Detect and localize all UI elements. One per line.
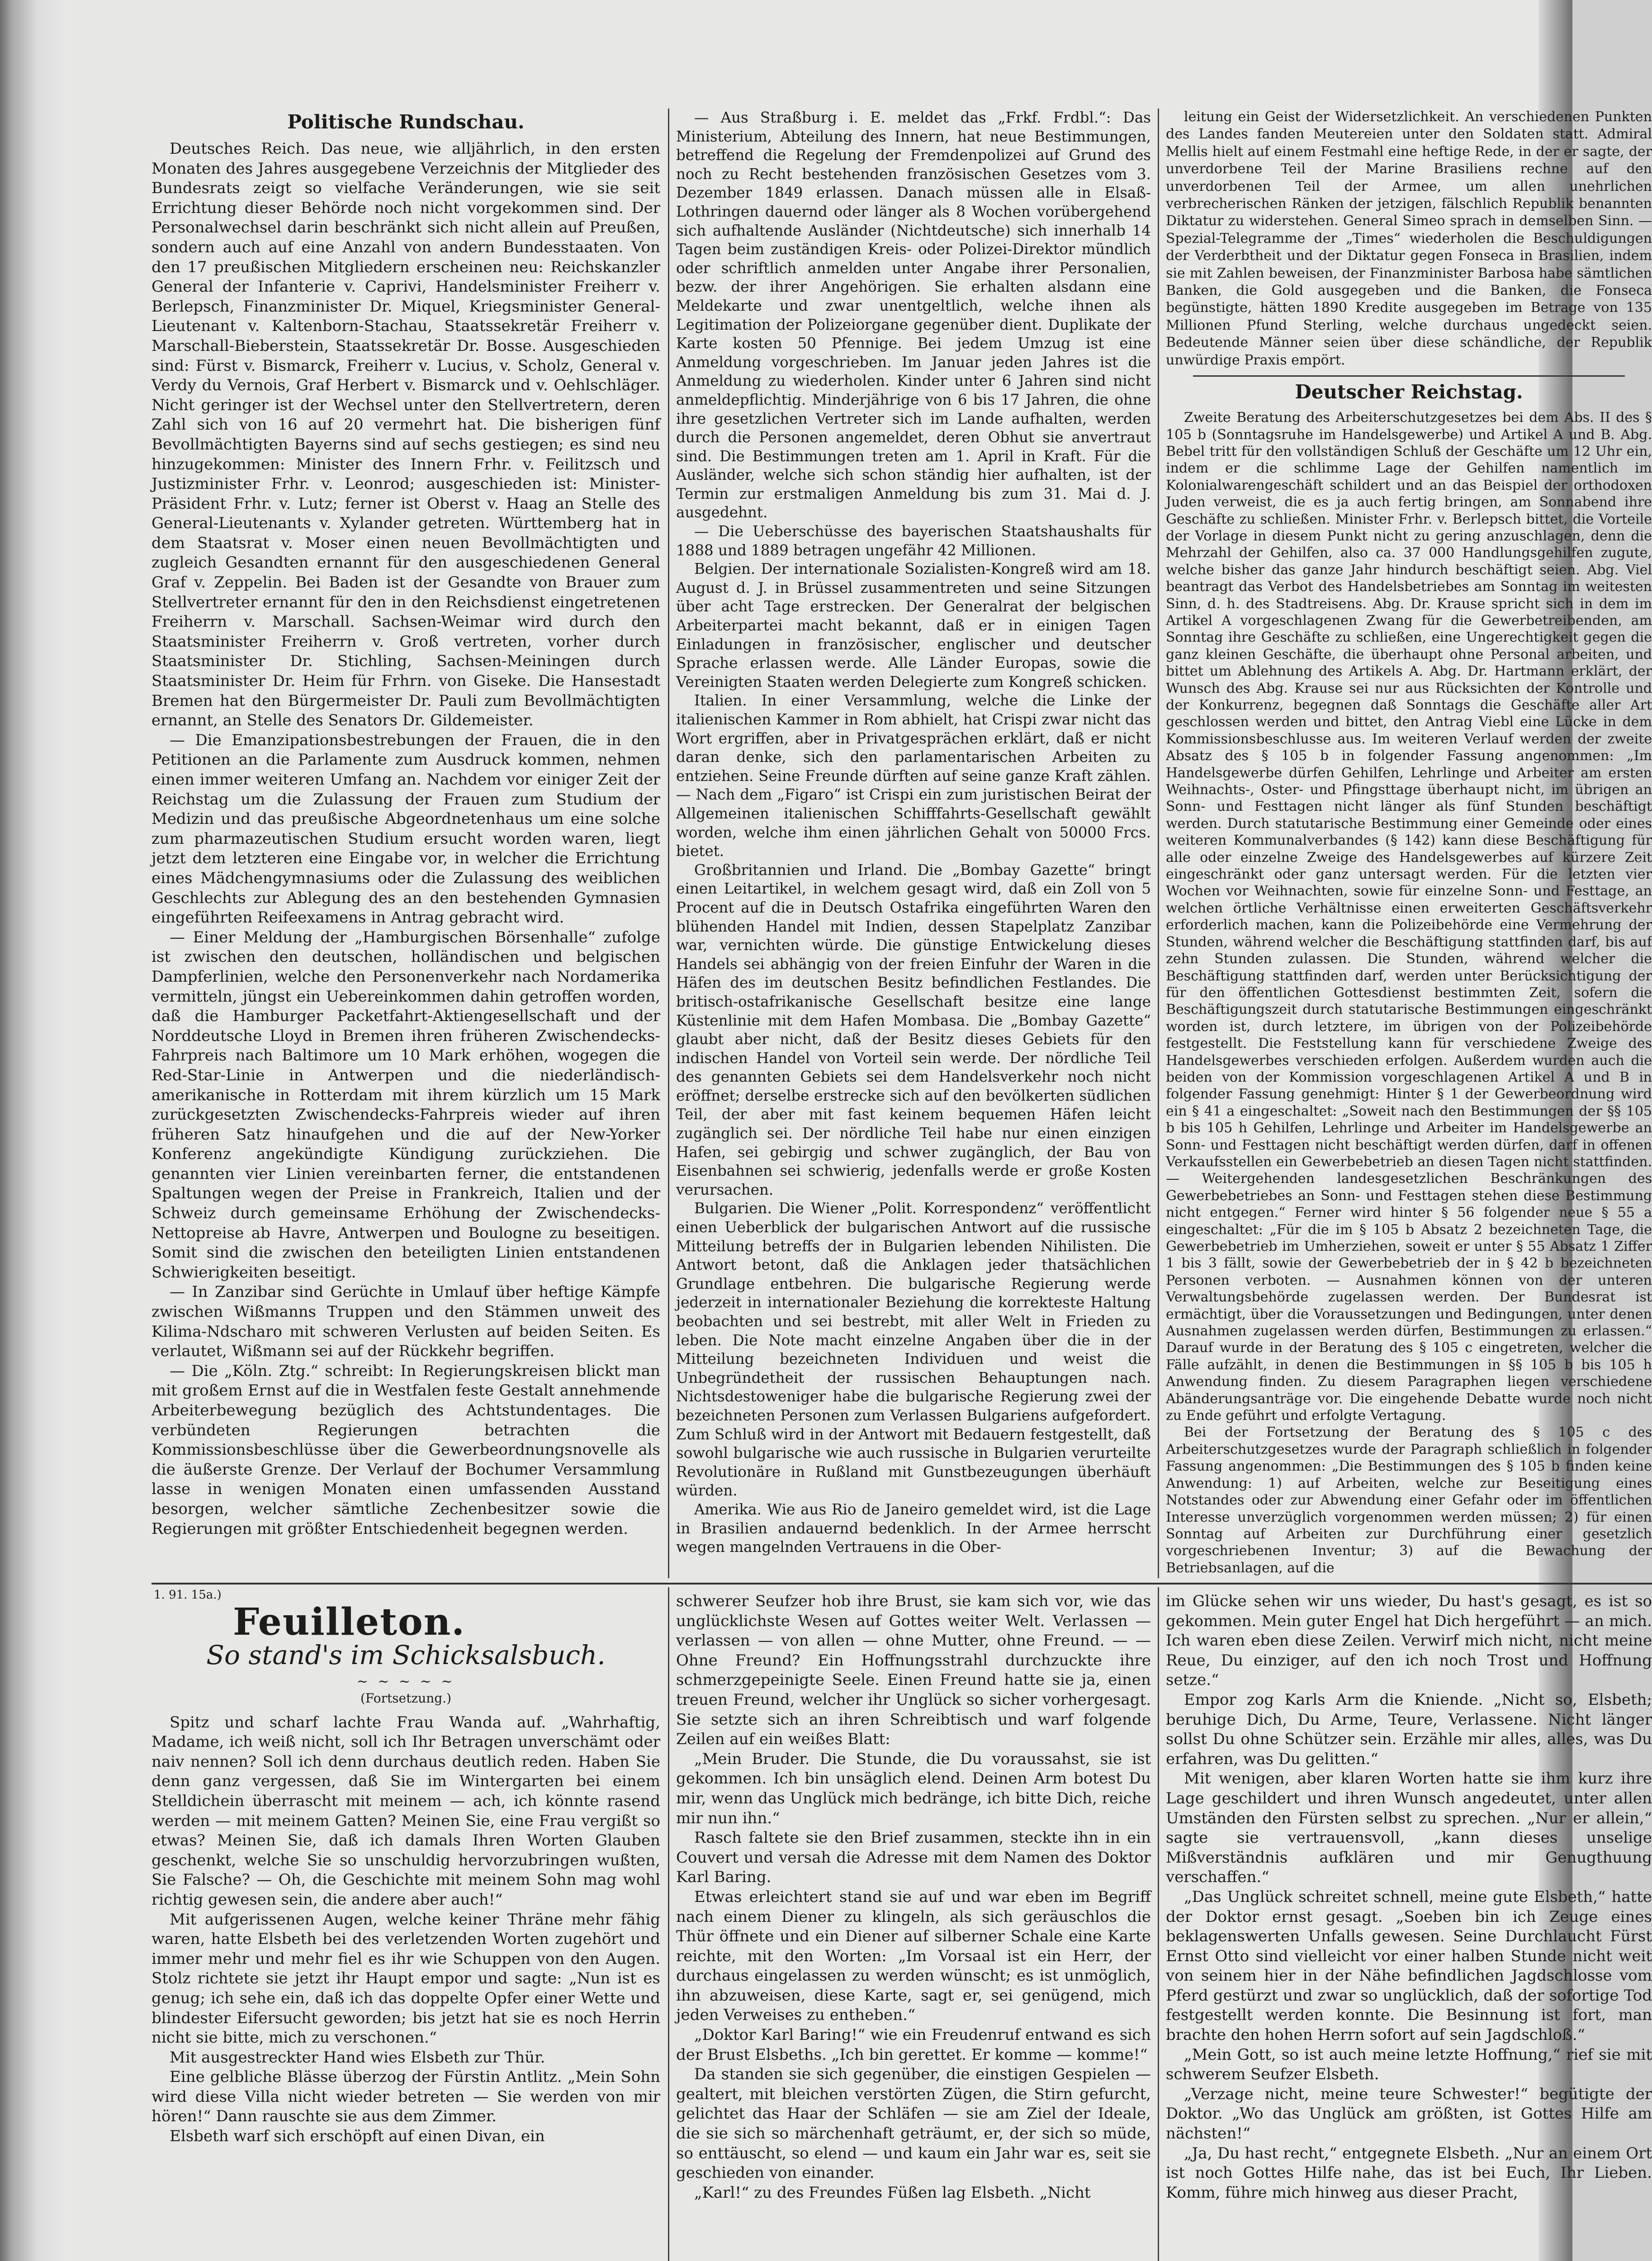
story-paragraph: „Ja, Du hast recht,“ entgegnete Elsbeth. „Nur an einem Ort ist noch Gottes Hilfe nahe, das ist bei Euch, Ihr Lieben. Komm, führe mich hinweg aus dieser Pracht, (1166, 2144, 1652, 2202)
feuilleton-title: Feuilleton. (233, 1600, 465, 1644)
politics-paragraph: — Aus Straßburg i. E. meldet das „Frkf. Frdbl.“: Das Ministerium, Abteilung des Innern, hat neue Bestimmungen, betreffend die Regelung der Fremdenpolizei auf Grund des noch zu Recht bestehenden französischen Gesetzes vom 3. Dezember 1849 erlassen. Danach müssen alle in Elsaß-Lothringen dauernd oder länger als 8 Wochen vorübergehend sich aufhaltende Ausländer (Nichtdeutsche) sich innerhalb 14 Tagen beim zuständigen Kreis- oder Polizei-Direktor mündlich oder schriftlich anmelden unter Angabe ihrer Personalien, bezw. der ihrer Angehörigen. Sie erhalten alsdann eine Meldekarte und zwar unentgeltlich, welche ihnen als Legitimation der Polizeiorgane gegenüber dient. Duplikate der Karte kosten 50 Pfennige. Bei jedem Umzug ist eine Anmeldung vorgeschrieben. Im Januar jeden Jahres ist die Anmeldung zu wiederholen. Kinder unter 6 Jahren sind nicht anmeldepflichtig. Minderjährige von 6 bis 17 Jahren, die ohne ihre gesetzlichen Vertreter sich im Lande aufhalten, werden durch die Personen angemeldet, deren Obhut sie anvertraut sind. Die Bestimmungen treten am 1. April in Kraft. Für die Ausländer, welche sich schon ständig hier aufhalten, ist der Termin zur erstmaligen Anmeldung bis zum 31. Mai d. J. ausgedehnt. (676, 109, 1151, 521)
book-spine (0, 0, 68, 2261)
page-marker: 1. 91. 15a.) (154, 1588, 222, 1602)
politics-paragraph: Großbritannien und Irland. Die „Bombay Gazette“ bringt einen Leitartikel, in welchem gesagt wird, daß ein Zoll von 5 Procent auf die in Deutsch Ostafrika eingeführten Waren den blühenden Handel mit Indien, dessen Stapelplatz Zanzibar war, vernichten würde. Die günstige Entwickelung dieses Handels sei abhängig von der freien Einfuhr der Waren in die Häfen des im deutschen Besitz befindlichen Festlandes. Die britisch-ostafrikanische Gesellschaft besitze eine lange Küstenlinie mit dem Hafen Mombasa. Die „Bombay Gazette“ glaubt aber nicht, daß der Besitz dieses Gebiets für den indischen Handel von Vorteil sein werde. Der nördliche Teil des genannten Gebiets sei dem Handelsverkehr noch nicht eröffnet; derselbe erstrecke sich auf den bevölkerten südlichen Teil, der aber mit fast keinem bequemen Häfen leicht zugänglich sei. Der nördliche Teil habe nur einen einzigen Hafen, sei gebirgig und schwer zugänglich, der Bau von Eisenbahnen sei schwierig, jedenfalls werde er große Kosten verursachen. (676, 861, 1151, 1198)
column-rule (668, 1587, 669, 2261)
politics-paragraph: Deutsches Reich. Das neue, wie alljährlich, in den ersten Monaten des Jahres ausgegebene Verzeichnis der Mitglieder des Bundesrats zeigt so vielfache Veränderungen, wie sie seit Errichtung dieser Behörde noch nicht vorgekommen sind. Der Personalwechsel darin beschränkt sich nicht allein auf Preußen, sondern auch auf eine Anzahl von andern Bundesstaaten. Von den 17 preußischen Mitgliedern erscheinen neu: Reichskanzler General der Infanterie v. Caprivi, Handelsminister Freiherr v. Berlepsch, Finanzminister Dr. Miquel, Kriegsminister General-Lieutenant v. Kaltenborn-Stachau, Staatssekretär Freiherr v. Marschall-Bieberstein, Staatssekretär Dr. Bosse. Ausgeschieden sind: Fürst v. Bismarck, Freiherr v. Lucius, v. Scholz, General v. Verdy du Vernois, Graf Herbert v. Bismarck und v. Oehlschläger. Nicht geringer ist der Wechsel unter den Stellvertretern, deren Zahl sich von 16 auf 20 vermehrt hat. Die bisherigen fünf Bevollmächtigten Bayerns sind auf sechs gestiegen; es sind neu hinzugekommen: Minister des Innern Frhr. v. Feilitzsch und Justizminister Frhr. v. Leonrod; ausgeschieden ist: Minister-Präsident Frhr. v. Lutz; ferner ist Oberst v. Haag an Stelle des General-Lieutenants v. Xylander getreten. Württemberg hat in dem Staatsrat v. Moser einen neuen Bevollmächtigten und zugleich Gesandten ernannt für den ausgeschiedenen General Graf v. Zeppelin. Bei Baden ist der Gesandte von Brauer zum Stellvertreter ernannt für den in den Reichsdienst eingetretenen Freiherrn v. Marschall. Sachsen-Weimar wird durch den Staatsminister Freiherrn v. Groß vertreten, vorher durch Staatsminister Dr. Stichling, Sachsen-Meiningen durch Staatsminister Dr. Heim für Frhrn. von Giseke. Die Hansestadt Bremen hat den Bürgermeister Dr. Pauli zum Bevollmächtigten ernannt, an Stelle des Senators Dr. Gildemeister. (151, 140, 660, 730)
column-rule (1158, 1587, 1159, 2261)
politics-paragraph: — Einer Meldung der „Hamburgischen Börsenhalle“ zufolge ist zwischen den deutschen, holländischen und belgischen Dampferlinien, welche den Personenverkehr nach Nordamerika vermitteln, jüngst ein Uebereinkommen dahin getroffen worden, daß die Hamburger Packetfahrt-Aktiengesellschaft und der Norddeutsche Lloyd in Bremen ihren früheren Zwischendecks-Fahrpreis nach Baltimore um 10 Mark erhöhen, wogegen die Red-Star-Linie in Antwerpen und die niederländisch-amerikanische in Rotterdam mit ihrem kürzlich um 15 Mark zurückgesetzten Zwischendecks-Fahrpreis wieder auf ihren früheren Satz hinaufgehen und die auf der New-Yorker Konferenz angekündigte Kündigung zurückziehen. Die genannten vier Linien vereinbarten ferner, die entstandenen Spaltungen wegen der Preise in Frankreich, Italien und der Schweiz durch gemeinsame Erhöhung der Zwischendecks-Nettopreise ab Havre, Antwerpen und Boulogne zu beseitigen. Somit sind die zwischen den beteiligten Linien entstandenen Schwierigkeiten beseitigt. (151, 928, 660, 1282)
politics-paragraph: Amerika. Wie aus Rio de Janeiro gemeldet wird, ist die Lage in Brasilien andauernd bedenklich. In der Armee herrscht wegen mangelnden Vertrauens in die Ober- (676, 1500, 1151, 1556)
story-paragraph: Mit wenigen, aber klaren Worten hatte sie ihm kurz ihre Lage geschildert und ihren Wunsch angedeutet, unter allen Umständen den Fürsten selbst zu sprechen. „Nur er allein,“ sagte sie vertrauensvoll, „kann dieses unselige Mißverständnis aufklären und mir Genugthuung verschaffen.“ (1166, 1769, 1652, 1887)
story-paragraph: Mit ausgestreckter Hand wies Elsbeth zur Thür. (170, 2048, 545, 2067)
story-title: So stand's im Schicksalsbuch. (206, 1639, 606, 1670)
politics-column-1 (151, 109, 660, 1578)
story-paragraph: Rasch faltete sie den Brief zusammen, steckte ihn in ein Couvert und versah die Adresse mit dem Namen des Doktor Karl Baring. (676, 1829, 1151, 1887)
continuation-note: (Fortsetzung.) (360, 1690, 452, 1706)
politics-column-2 (676, 109, 1151, 1578)
story-paragraph: Empor zog Karls Arm die Kniende. „Nicht so, Elsbeth; beruhige Dich, Du Arme, Teure, Verlassene. Nicht länger sollst Du ohne Schützer sein. Erzähle mir alles, alles, was Du erfahren, was Du gelitten.“ (1166, 1690, 1652, 1768)
politics-paragraph: — Die Ueberschüsse des bayerischen Staatshaushalts für 1888 und 1889 betragen ungefähr 42 Millionen. (676, 523, 1151, 559)
politics-paragraph: — Die „Köln. Ztg.“ schreibt: In Regierungskreisen blickt man mit großem Ernst auf die in Westfalen feste Gestalt annehmende Arbeiterbewegung bezüglich des Achtstundentages. Die verbündeten Regierungen betrachten die Kommissionsbeschlüsse über die Gewerbeordnungsnovelle als die äußerste Grenze. Der Verlauf der Bochumer Versammlung lasse in wenigen Monaten einen umfassenden Ausstand besorgen, welcher sämtliche Zechenbesitzer sowie die Regierungen mit größter Entschiedenheit begegnen werden. (151, 1362, 660, 1538)
politics-paragraph: Bulgarien. Die Wiener „Polit. Korrespondenz“ veröffentlicht einen Ueberblick der bulgarischen Antwort auf die russische Mitteilung betreffs der in Bulgarien lebenden Nihilisten. Die Antwort betont, daß die Anklagen jeder thatsächlichen Grundlage entbehren. Die bulgarische Regierung werde jederzeit in internationaler Beziehung die korrekteste Haltung beobachten und sei bestrebt, mit aller Welt in Frieden zu leben. Die Note macht einzelne Angaben über die in der Mitteilung bezeichneten Individuen und weist die Unbegründetheit der russischen Behauptungen nach. Nichtsdestoweniger habe die bulgarische Regierung zwei der bezeichneten Personen zum Verlassen Bulgariens aufgefordert. Zum Schluß wird in der Antwort mit Bedauern festgestellt, daß sowohl bulgarische wie auch russische in Bulgarien verurteilte Revolutionäre in Rußland mit Gunstbezeugungen überhäuft würden. (676, 1200, 1151, 1499)
story-paragraph: Da standen sie sich gegenüber, die einstigen Gespielen — gealtert, mit bleichen verstörten Zügen, die Stirn gefurcht, gelichtet das Haar der Schläfen — sie am Ziel der Ideale, die sie sich so märchenhaft geträumt, er, der sich so müde, so enttäuscht, so elend — und kaum ein Jahr war es, seit sie geschieden von einander. (676, 2065, 1151, 2182)
politics-paragraph: Belgien. Der internationale Sozialisten-Kongreß wird am 18. August d. J. in Brüssel zusammentreten und seine Sitzungen über acht Tage erstrecken. Der Generalrat der belgischen Arbeiterpartei macht bekannt, daß er in einigen Tagen Einladungen in französischer, englischer und deutscher Sprache erlassen werde. Alle Länder Europas, sowie die Vereinigten Staaten werden Delegierte zum Kongreß schicken. (676, 560, 1151, 691)
story-paragraph: „Doktor Karl Baring!“ wie ein Freudenruf entwand es sich der Brust Elsbeths. „Ich bin gerettet. Er komme — komme!“ (676, 2026, 1151, 2064)
column-rule (1158, 109, 1159, 1578)
story-paragraph: „Karl!“ zu des Freundes Füßen lag Elsbeth. „Nicht (694, 2183, 1091, 2202)
story-paragraph: Mit aufgerissenen Augen, welche keiner Thräne mehr fähig waren, hatte Elsbeth bei des verletzenden Worten zugehört und immer mehr und mehr fiel es ihr wie Schuppen von den Augen. Stolz richtete sie jetzt ihr Haupt empor und sagte: „Nun ist es genug; ich sehe ein, daß ich das doppelte Opfer einer Wette und blindester Eifersucht geworden; bis jetzt hat sie es noch Herrin nicht sie bitte, mich zu verschonen.“ (151, 1910, 660, 2047)
politics-column-3 (1166, 109, 1652, 1578)
story-paragraph: „Das Unglück schreitet schnell, meine gute Elsbeth,“ hatte der Doktor ernst gesagt. „Soeben bin ich Zeuge eines beklagenswerten Unfalls gewesen. Seine Durchlaucht Fürst Ernst Otto sind vielleicht vor einer halben Stunde nicht weit von seinem hier in der Nähe befindlichen Jagdschlosse vom Pferd gestürzt und zwar so unglücklich, daß der sofortige Tod festgestellt werden konnte. Die Besinnung ist fort, man brachte den hohen Herrn sofort auf sein Jagdschloß.“ (1166, 1887, 1652, 2044)
politics-heading: Politische Rundschau. (287, 111, 525, 133)
story-paragraph: „Mein Bruder. Die Stunde, die Du voraussahst, sie ist gekommen. Ich bin unsäglich elend. Deinen Arm botest Du mir, wenn das Unglück mich bedränge, ich bitte Dich, reiche mir nun ihn.“ (676, 1750, 1151, 1827)
feuilleton-column-2 (676, 1592, 1151, 2261)
story-paragraph: Elsbeth warf sich erschöpft auf einen Divan, ein (170, 2127, 545, 2146)
story-paragraph: Spitz und scharf lachte Frau Wanda auf. „Wahrhaftig, Madame, ich weiß nicht, soll ich Ihr Betragen unverschämt oder naiv nennen? Soll ich denn durchaus deutlich reden. Haben Sie denn ganz vergessen, daß Sie im Wintergarten bei einem Stelldichein überrascht mit meinem — ach, ich könnte rasend werden — mit meinem Gatten? Meinen Sie, eine Frau vergißt so etwas? Meinen Sie, daß ich damals Ihren Worten Glauben geschenkt, welche Sie so unschuldig hervorzubringen wußten, Sie Falsche? — Oh, die Geschichte mit meinem Sohn mag wohl richtig gewesen sein, die andere aber auch!“ (151, 1713, 660, 1909)
story-paragraph: Etwas erleichtert stand sie auf und war eben im Begriff nach einem Diener zu klingeln, als sich geräuschlos die Thür öffnete und ein Diener auf silberner Schale eine Karte reichte, mit den Worten: „Im Vorsaal ist ein Herr, der durchaus eingelassen zu werden wünscht; es ist unmöglich, ihn abzuweisen, diese Karte, sagt er, sei genügend, mich jeden Verweises zu entheben.“ (676, 1887, 1151, 2024)
politics-paragraph: leitung ein Geist der Widersetzlichkeit. An verschiedenen Punkten des Landes fanden Meutereien unter den Soldaten statt. Admiral Mellis hielt auf einem Festmahl eine heftige Rede, in der er sagte, der unverdorbene Teil der Marine Brasiliens rechne auf den unverdorbenen Teil der Armee, um allen unehrlichen verbrecherischen Ränken der jetzigen, fälschlich Republik benannten Diktatur zu widerstehen. General Simeo sprach in demselben Sinn. — Spezial-Telegramme der „Times“ wiederholen die Beschuldigungen der Verderbtheit und der Diktatur gegen Fonseca in Brasilien, indem sie mit Zahlen beweisen, der Finanzminister Barbosa habe sämtlichen Banken, die Gold ausgegeben und die Banken, die Fonseca begünstigte, hätten 1890 Kredite ausgegeben im Betrage von 135 Millionen Pfund Sterling, welche durchaus ungedeckt seien. Bedeutende Männer seien über diese schändliche, der Republik unwürdige Praxis empört. (1166, 109, 1652, 368)
feuilleton-column-3 (1166, 1592, 1652, 2261)
story-paragraph: „Mein Gott, so ist auch meine letzte Hoffnung,“ rief sie mit schwerem Seufzer Elsbeth. (1166, 2045, 1652, 2084)
story-paragraph: Eine gelbliche Blässe überzog der Fürstin Antlitz. „Mein Sohn wird diese Villa nicht wieder betreten — Sie werden von mir hören!“ Dann rauschte sie aus dem Zimmer. (151, 2068, 660, 2126)
story-paragraph: „Verzage nicht, meine teure Schwester!“ begütigte der Doktor. „Wo das Unglück am größten, ist Gottes Hilfe am nächsten!“ (1166, 2085, 1652, 2143)
section-rule (1193, 375, 1625, 377)
politics-paragraph: Italien. In einer Versammlung, welche die Linke der italienischen Kammer in Rom abhielt, hat Crispi zwar nicht das Wort ergriffen, aber in Privatgesprächen erklärt, daß er nicht daran denke, sich den parlamentarischen Arbeiten zu entziehen. Seine Freunde dürften auf seine ganze Kraft zählen. — Nach dem „Figaro“ ist Crispi ein zum juristischen Beirat der Allgemeinen italienischen Schifffahrts-Gesellschaft gewählt worden, welche ihm einen jährlichen Gehalt von 50000 Frcs. bietet. (676, 692, 1151, 860)
feuilleton-column-1 (151, 1596, 660, 2261)
title-ornament: ~ ~ ~ ~ ~ (356, 1673, 455, 1689)
story-paragraph: im Glücke sehen wir uns wieder, Du hast's gesagt, es ist so gekommen. Mein guter Engel hat Dich hergeführt — an mich. Ich waren eben diese Zeilen. Verwirf mich nicht, nicht meine Reue, Du einziger, auf den ich noch Trost und Hoffnung setze.“ (1166, 1592, 1652, 1689)
reichstag-paragraph: Bei der Fortsetzung der Beratung des § 105 c des Arbeiterschutzgesetzes wurde der Paragraph schließlich in folgender Fassung angenommen: „Die Bestimmungen des § 105 b finden keine Anwendung: 1) auf Arbeiten, welche zur Beseitigung eines Notstandes oder zur Abwendung einer Gefahr oder im öffentlichen Interesse unverzüglich vorgenommen werden müssen; 2) für einen Sonntag auf Arbeiten zur Durchführung einer gesetzlich vorgeschriebenen Inventur; 3) auf die Bewachung der Betriebsanlagen, auf die (1166, 1424, 1652, 1576)
reichstag-heading: Deutscher Reichstag. (1295, 381, 1523, 403)
newspaper-page (68, 0, 1652, 2261)
story-paragraph: schwerer Seufzer hob ihre Brust, sie kam sich vor, wie das unglücklichste Wesen auf Gottes weiter Welt. Verlassen — verlassen — von allen — ohne Mutter, ohne Freund. — — Ohne Freund? Ein Hoffnungsstrahl durchzuckte ihre schmerzgepeinigte Seele. Einen Freund hatte sie ja, einen treuen Freund, welcher ihr Unglück so sicher vorhergesagt. Sie setzte sich an ihren Schreibtisch und warf folgende Zeilen auf ein weißes Blatt: (676, 1592, 1151, 1749)
feuilleton-separator (151, 1583, 1652, 1585)
politics-paragraph: — Die Emanzipationsbestrebungen der Frauen, die in den Petitionen an die Parlamente zum Ausdruck kommen, nehmen einen immer weiteren Umfang an. Nachdem vor einiger Zeit der Reichstag um die Zulassung der Frauen zum Studium der Medizin und das preußische Abgeordnetenhaus um eine solche zum pharmazeutischen Studium ersucht worden waren, liegt jetzt dem letzteren eine Eingabe vor, in welcher die Errichtung eines Mädchengymnasiums oder die Zulassung des weiblichen Geschlechts zur Ablegung des an den bestehenden Gymnasien eingeführten Reifeexamens in Antrag gebracht wird. (151, 731, 660, 927)
politics-paragraph: — In Zanzibar sind Gerüchte in Umlauf über heftige Kämpfe zwischen Wißmanns Truppen und den Stämmen unweit des Kilima-Ndscharo mit schweren Verlusten auf beiden Seiten. Es verlautet, Wißmann sei auf der Rückkehr begriffen. (151, 1283, 660, 1361)
column-rule (668, 109, 669, 1578)
reichstag-paragraph: Zweite Beratung des Arbeiterschutzgesetzes bei dem Abs. II des § 105 b (Sonntagsruhe im Handelsgewerbe) und Artikel A und B. Abg. Bebel tritt für den vollständigen Schluß der Geschäfte um 12 Uhr ein, indem er die schlimme Lage der Gehilfen namentlich im Kolonialwarengeschäft schildert und an das Beispiel der orthodoxen Juden verweist, die es ja auch fertig bringen, am Sonnabend ihre Geschäfte zu schließen. Minister Frhr. v. Berlepsch bittet, die Vorteile der Vorlage in diesem Punkt nicht zu gering anzuschlagen, denn die Mehrzahl der Gehilfen, also ca. 37 000 Handlungsgehilfen zugute, welche bisher das ganze Jahr hindurch beschäftigt seien. Abg. Viel beantragt das Verbot des Handelsbetriebes am Sonntag im weitesten Sinn, d. h. des Stadtreisens. Abg. Dr. Krause spricht sich in dem im Artikel A vorgeschlagenen Zwang für die Gewerbetreibenden, am Sonntag ihre Geschäfte zu schließen, eine Ungerechtigkeit gegen die ganz kleinen Geschäfte, die überhaupt ohne Personal arbeiten, und bittet um Ablehnung des Artikels A. Abg. Dr. Hartmann erklärt, der Wunsch des Abg. Krause sei nur aus Rücksichten der Kontrolle und der Konkurrenz, begegnen daß Sonntags die Geschäfte aller Art geschlossen werden und bittet, den Antrag Viebl eine Lücke in dem Kommissionsbeschlusse aus. Im weiteren Verlauf werden der zweite Absatz des § 105 b in folgender Fassung angenommen: „Im Handelsgewerbe dürfen Gehilfen, Lehrlinge und Arbeiter am ersten Weihnachts-, Oster- und Pfingsttage überhaupt nicht, im übrigen an Sonn- und Festtagen nicht länger als fünf Stunden beschäftigt werden. Durch statutarische Bestimmung einer Gemeinde oder eines weiteren Kommunalverbandes (§ 142) kann diese Beschäftigung für alle oder einzelne Zweige des Handelsgewerbes auf kürzere Zeit eingeschränkt oder ganz untersagt werden. Für die letzten vier Wochen vor Weihnachten, sowie für einzelne Sonn- und Festtage, an welchen örtliche Verhältnisse einen erweiterten Geschäftsverkehr erforderlich machen, kann die Polizeibehörde eine Vermehrung der Stunden, während welcher die Beschäftigung stattfinden darf, bis auf zehn Stunden zulassen. Die Stunden, während welcher die Beschäftigung stattfinden darf, werden unter Berücksichtigung der für den öffentlichen Gottesdienst bestimmten Zeit, sofern die Beschäftigungszeit durch statutarische Bestimmungen eingeschränkt worden ist, durch letztere, im übrigen von der Polizeibehörde festgestellt. Die Feststellung kann für verschiedene Zweige des Handelsgewerbes verschieden erfolgen. Außerdem wurden auch die beiden von der Kommission vorgeschlagenen Artikel A und B in folgender Fassung genehmigt: Hinter § 1 der Gewerbeordnung wird ein § 41 a eingeschaltet: „Soweit nach den Bestimmungen der §§ 105 b bis 105 h Gehilfen, Lehrlinge und Arbeiter im Handelsgewerbe an Sonn- und Festtagen nicht beschäftigt werden dürfen, darf in offenen Verkaufsstellen ein Gewerbebetrieb an diesen Tagen nicht stattfinden. — Weitergehenden landesgesetzlichen Beschränkungen des Gewerbebetriebes an Sonn- und Festtagen stehen diese Bestimmung nicht entgegen.“ Ferner wird hinter § 56 folgender neue § 55 a eingeschaltet: „Für die im § 105 b Absatz 2 bezeichneten Tage, die Gewerbebetrieb im Umherziehen, soweit er unter § 55 Absatz 1 Ziffer 1 bis 3 fällt, sowie der Gewerbebetrieb der in § 42 b bezeichneten Personen verboten. — Ausnahmen können von der unteren Verwaltungsbehörde zugelassen werden. Der Bundesrat ist ermächtigt, über die Voraussetzungen und Bedingungen, unter denen Ausnahmen zugelassen werden dürfen, Bestimmungen zu erlassen.“ Darauf wurde in der Beratung des § 105 c eingetreten, welcher die Fälle aufzählt, in denen die Bestimmungen in §§ 105 b bis 105 h Anwendung finden. Zu diesem Paragraphen liegen verschiedene Abänderungsanträge vor. Die eingehende Debatte wurde noch nicht zu Ende geführt und erfolgte Vertagung. (1166, 410, 1652, 1424)
